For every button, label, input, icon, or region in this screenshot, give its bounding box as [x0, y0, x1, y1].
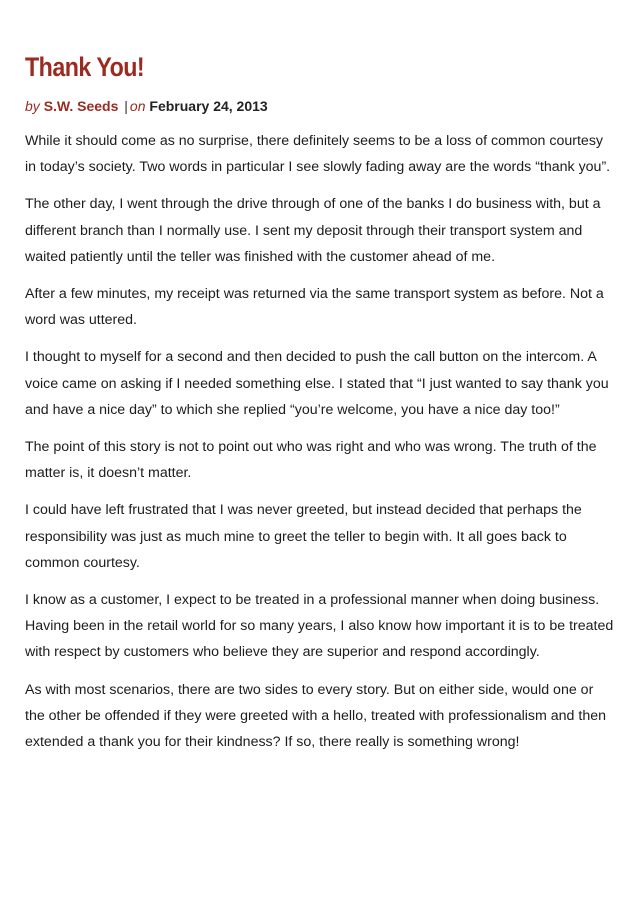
author-link[interactable]: S.W. Seeds: [43, 98, 119, 114]
article-paragraph: I know as a customer, I expect to be treated in a professional manner when doing business. Having been in the retail world for so many years, I also know how important it is to be treated with respect by customers who believe they are superior and respond accordingly.: [25, 592, 614, 661]
post-title: Thank You!: [25, 52, 145, 82]
document-page: [25, 50, 615, 766]
article-paragraph: After a few minutes, my receipt was returned via the same transport system as before. Not a word was uttered.: [25, 286, 604, 329]
byline-separator: |: [124, 98, 128, 114]
article-body: [25, 128, 615, 755]
byline-on-label: on: [129, 98, 146, 114]
article-paragraph: The point of this story is not to point out who was right and who was wrong. The truth of the matter is, it doesn’t matter.: [25, 439, 597, 482]
article-paragraph: I could have left frustrated that I was never greeted, but instead decided that perhaps the responsibility was just as much mine to greet the teller to begin with. It all goes back to common courtesy.: [25, 502, 582, 571]
post-date: February 24, 2013: [149, 98, 268, 114]
article-paragraph: As with most scenarios, there are two sides to every story. But on either side, would one or the other be offended if they were greeted with a hello, treated with professionalism and then extended a thank you for their kindness? If so, there really is something wrong!: [25, 681, 607, 751]
article-paragraph: While it should come as no surprise, there definitely seems to be a loss of common courtesy in today’s society. Two words in particular I see slowly fading away are the words “thank you”.: [25, 133, 611, 176]
article-paragraph: The other day, I went through the drive through of one of the banks I do business with, but a different branch than I normally use. I sent my deposit through their transport system and waited patiently until the teller was finished with the customer ahead of me.: [25, 196, 601, 265]
byline-by-label: by: [25, 98, 40, 114]
article-paragraph: I thought to myself for a second and then decided to push the call button on the intercom. A voice came on asking if I needed something else. I stated that “I just wanted to say thank you and have a nice day” to which she replied “you’re welcome, you have a nice day too!”: [25, 349, 609, 418]
post-byline: [25, 96, 615, 116]
